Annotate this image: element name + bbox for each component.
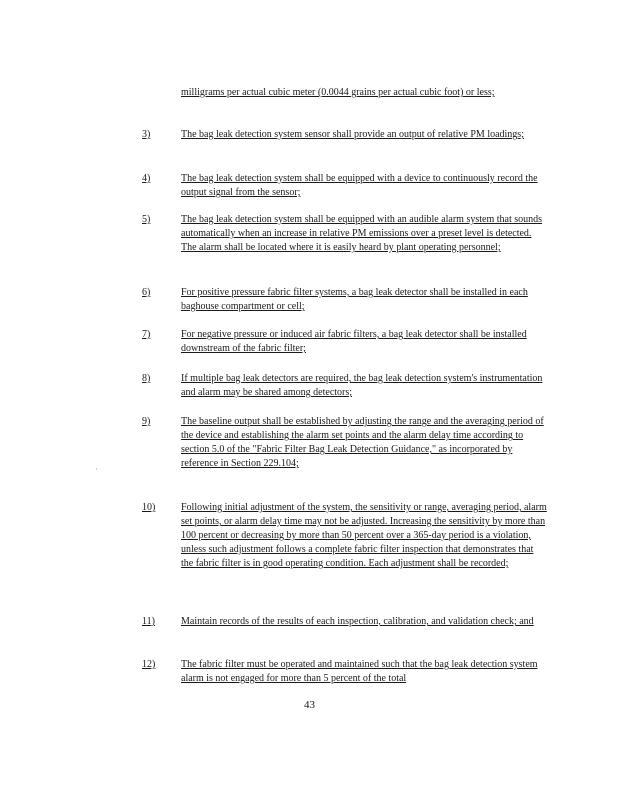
item-text: For negative pressure or induced air fabric filters, a bag leak detector shall be installed downstream of the fabric filter; xyxy=(181,329,527,354)
stray-dot: · xyxy=(95,465,98,474)
item-number: 12) xyxy=(142,659,156,670)
item-number: 7) xyxy=(142,329,151,340)
item-number: 3) xyxy=(142,129,151,140)
item-number: 11) xyxy=(142,616,155,627)
item-number: 8) xyxy=(142,373,151,384)
item-text: The fabric filter must be operated and maintained such that the bag leak detection system alarm is not engaged for more than 5 percent of the total xyxy=(181,659,538,684)
item-text: The bag leak detection system shall be equipped with a device to continuously record the output signal from the sensor; xyxy=(181,173,538,198)
item-number: 5) xyxy=(142,214,151,225)
item-text: Following initial adjustment of the system, the sensitivity or range, averaging period, alarm set points, or alarm delay time may not be adjusted. Increasing the sensitivity by more than 100 percent or decreasing by more than 50 percent over a 365-day period is a violation, unless such adjustment follows a complete fabric filter inspection that demonstrates that the fabric filter is in good operating condition. Each adjustment shall be recorded; xyxy=(181,502,547,569)
item-text: The baseline output shall be established by adjusting the range and the averaging period of the device and establishing the alarm set points and the alarm delay time according to section 5.0 of the "Fabric Filter Bag Leak Detection Guidance," as incorporated by reference in Section 229.104; xyxy=(181,416,544,469)
item-text: If multiple bag leak detectors are required, the bag leak detection system's instrumentation and alarm may be shared among detectors; xyxy=(181,373,543,398)
item-text: The bag leak detection system sensor shall provide an output of relative PM loadings; xyxy=(181,129,524,140)
item-text: The bag leak detection system shall be equipped with an audible alarm system that sounds automatically when an increase in relative PM emissions over a preset level is detected. The alarm shall be located where it is easily heard by plant operating personnel; xyxy=(181,214,543,253)
item-text: For positive pressure fabric filter systems, a bag leak detector shall be installed in each baghouse compartment or cell; xyxy=(181,287,528,312)
item-text: Maintain records of the results of each inspection, calibration, and validation check; and xyxy=(181,616,534,627)
item-number: 4) xyxy=(142,173,151,184)
item-number: 9) xyxy=(142,416,151,427)
item-number: 10) xyxy=(142,502,156,513)
page-number: 43 xyxy=(304,699,315,711)
item-number: 6) xyxy=(142,287,151,298)
intro-paragraph: milligrams per actual cubic meter (0.0044 grains per actual cubic foot) or less; xyxy=(181,87,495,98)
